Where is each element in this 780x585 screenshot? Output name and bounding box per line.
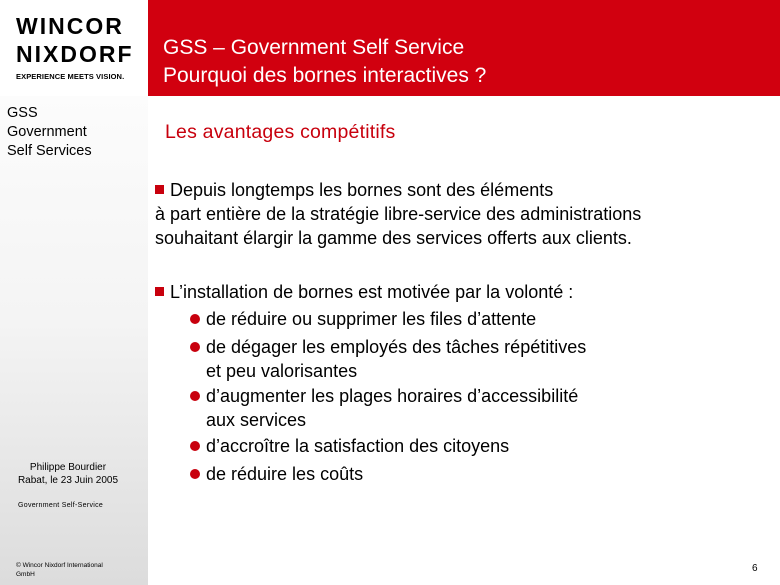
round-bullet-icon bbox=[190, 314, 200, 324]
round-bullet-icon bbox=[190, 342, 200, 352]
subbullet-item bbox=[190, 335, 586, 383]
subbullet-text: de réduire les coûts bbox=[206, 464, 364, 484]
round-bullet-icon bbox=[190, 441, 200, 451]
logo-tagline: EXPERIENCE MEETS VISION. bbox=[16, 72, 125, 81]
logo-text-line1: WINCOR bbox=[16, 13, 124, 39]
subbullet-text: de dégager les employés des tâches répétitives bbox=[206, 337, 587, 357]
subbullet-item bbox=[190, 462, 363, 486]
subbullet-item bbox=[190, 307, 536, 331]
subbullet-item bbox=[190, 384, 578, 432]
wincor-nixdorf-logo bbox=[0, 0, 148, 96]
subbullet-continuation: et peu valorisantes bbox=[206, 361, 358, 381]
round-bullet-icon bbox=[190, 469, 200, 479]
header-banner bbox=[148, 0, 780, 96]
bullet-item bbox=[155, 178, 641, 250]
slide-subtitle: Les avantages compétitifs bbox=[165, 121, 396, 143]
presenter-info: Philippe Bourdier Rabat, le 23 Juin 2005 bbox=[17, 462, 119, 486]
square-bullet-icon bbox=[155, 185, 164, 194]
sidebar-section-title: GSS Government Self Services bbox=[7, 105, 92, 159]
subbullet-text: d’accroître la satisfaction des citoyens bbox=[206, 436, 510, 456]
subbullet-item bbox=[190, 434, 509, 458]
header-title bbox=[163, 34, 486, 90]
subbullet-text: d’augmenter les plages horaires d’accessibilité bbox=[206, 386, 579, 406]
page-number: 6 bbox=[752, 563, 758, 574]
subbullet-continuation: aux services bbox=[206, 410, 307, 430]
subbullet-text: de réduire ou supprimer les files d’attente bbox=[206, 309, 537, 329]
footer-label: Government Self-Service bbox=[18, 502, 104, 509]
copyright-notice: © Wincor Nixdorf International GmbH bbox=[16, 562, 103, 578]
logo-text-line2: NIXDORF bbox=[16, 41, 134, 67]
round-bullet-icon bbox=[190, 391, 200, 401]
square-bullet-icon bbox=[155, 287, 164, 296]
header-title-line1: GSS – Government Self Service bbox=[163, 36, 465, 59]
bullet-text: L’installation de bornes est motivée par la volonté : bbox=[170, 282, 574, 302]
bullet-item bbox=[155, 280, 573, 304]
bullet-text: Depuis longtemps les bornes sont des éléments à part entière de la stratégie libre-service des administrations souhaitant élargir la gamme des services offerts aux clients. bbox=[155, 180, 642, 248]
header-title-line2: Pourquoi des bornes interactives ? bbox=[163, 64, 487, 87]
